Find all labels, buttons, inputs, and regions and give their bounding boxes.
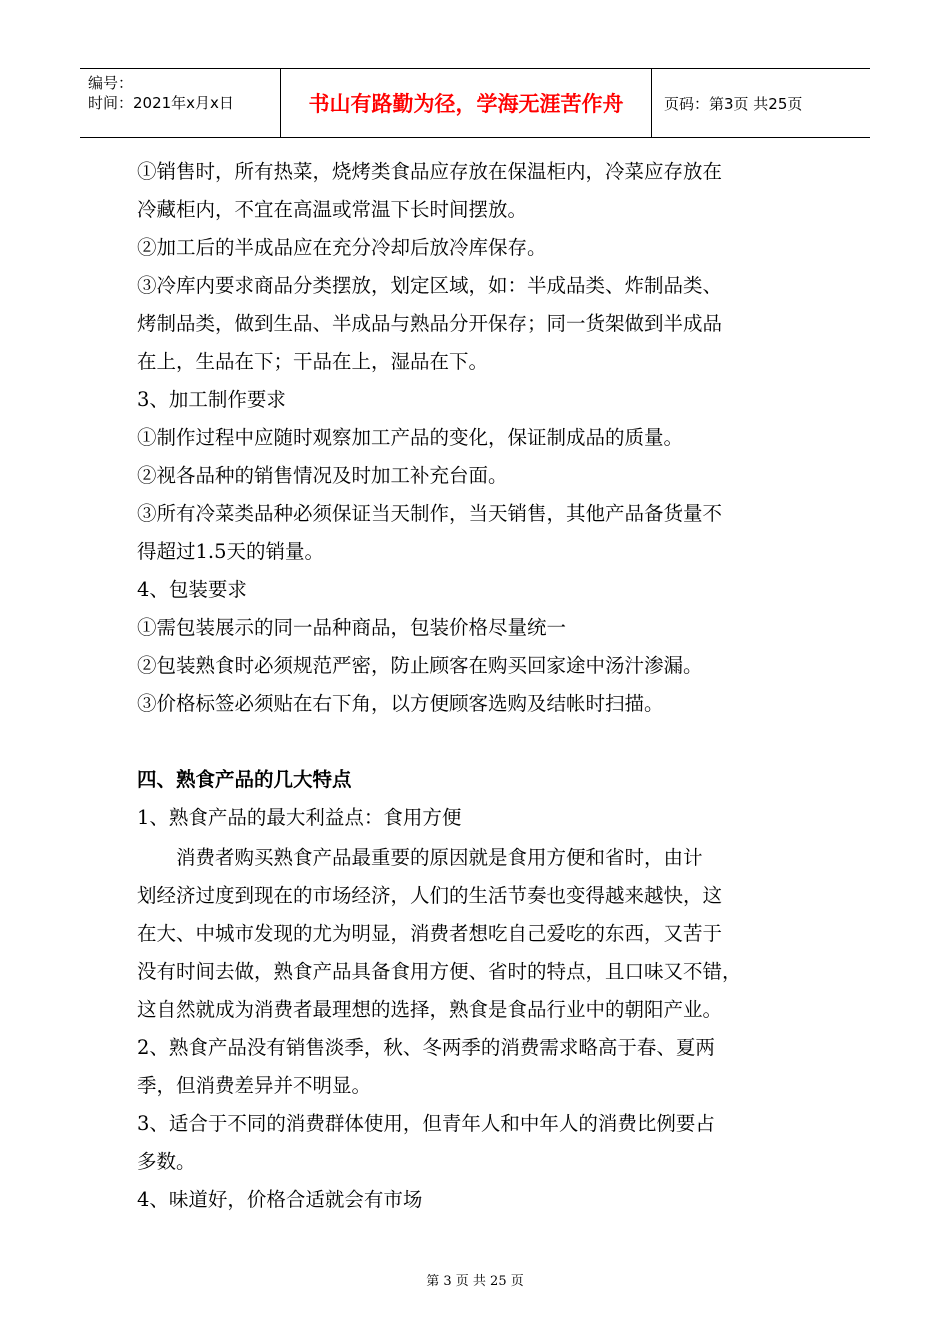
header-motto: 书山有路勤为径，学海无涯苦作舟 — [280, 69, 652, 137]
body-line: ②包装熟食时必须规范严密，防止顾客在购买回家途中汤汁渗漏。 — [137, 654, 703, 677]
header-meta — [80, 69, 280, 137]
body-line: 2、熟食产品没有销售淡季，秋、冬两季的消费需求略高于春、夏两 — [137, 1036, 715, 1059]
paragraph-first-line: 消费者购买熟食产品最重要的原因就是食用方便和省时，由计 — [176, 846, 703, 869]
body-line: ②视各品种的销售情况及时加工补充台面。 — [137, 464, 508, 487]
chapter-heading: 四、熟食产品的几大特点 — [137, 768, 352, 791]
body-line: ①制作过程中应随时观察加工产品的变化，保证制成品的质量。 — [137, 426, 684, 449]
body-line: 3、适合于不同的消费群体使用，但青年人和中年人的消费比例要占 — [137, 1112, 715, 1135]
page-footer: 第 3 页 共 25 页 — [426, 1274, 524, 1289]
body-line: ②加工后的半成品应在充分冷却后放冷库保存。 — [137, 236, 547, 259]
body-line: 冷藏柜内，不宜在高温或常温下长时间摆放。 — [137, 198, 528, 221]
body-line: 多数。 — [137, 1150, 196, 1173]
body-line: 划经济过度到现在的市场经济，人们的生活节奏也变得越来越快，这 — [137, 884, 723, 907]
body-line: 这自然就成为消费者最理想的选择，熟食是食品行业中的朝阳产业。 — [137, 998, 723, 1021]
body-line: 烤制品类，做到生品、半成品与熟品分开保存；同一货架做到半成品 — [137, 312, 723, 335]
body-line: 在大、中城市发现的尤为明显，消费者想吃自己爱吃的东西，又苦于 — [137, 922, 723, 945]
body-line: ③价格标签必须贴在右下角，以方便顾客选购及结帐时扫描。 — [137, 692, 664, 715]
section-heading: 4、包装要求 — [137, 578, 247, 601]
body-line: ①销售时，所有热菜，烧烤类食品应存放在保温柜内，冷菜应存放在 — [137, 160, 723, 183]
body-line: 季，但消费差异并不明显。 — [137, 1074, 372, 1097]
header-page-info: 页码：第3页 共25页 — [664, 94, 803, 113]
body-line: ①需包装展示的同一品种商品，包装价格尽量统一 — [137, 616, 567, 639]
document-date-label: 时间：2021年x月x日 — [88, 94, 234, 112]
document-number-label: 编号： — [88, 74, 134, 92]
section-heading: 1、熟食产品的最大利益点：食用方便 — [137, 806, 462, 829]
body-line: 没有时间去做，熟食产品具备食用方便、省时的特点，且口味又不错， — [137, 960, 742, 983]
body-line: 在上，生品在下；干品在上，湿品在下。 — [137, 350, 489, 373]
body-line: 得超过1.5天的销量。 — [137, 540, 325, 563]
body-line: 4、味道好，价格合适就会有市场 — [137, 1188, 423, 1211]
section-heading: 3、加工制作要求 — [137, 388, 286, 411]
body-line: ③所有冷菜类品种必须保证当天制作，当天销售，其他产品备货量不 — [137, 502, 723, 525]
body-line: ③冷库内要求商品分类摆放，划定区域，如：半成品类、炸制品类、 — [137, 274, 723, 297]
page-header — [80, 68, 870, 138]
